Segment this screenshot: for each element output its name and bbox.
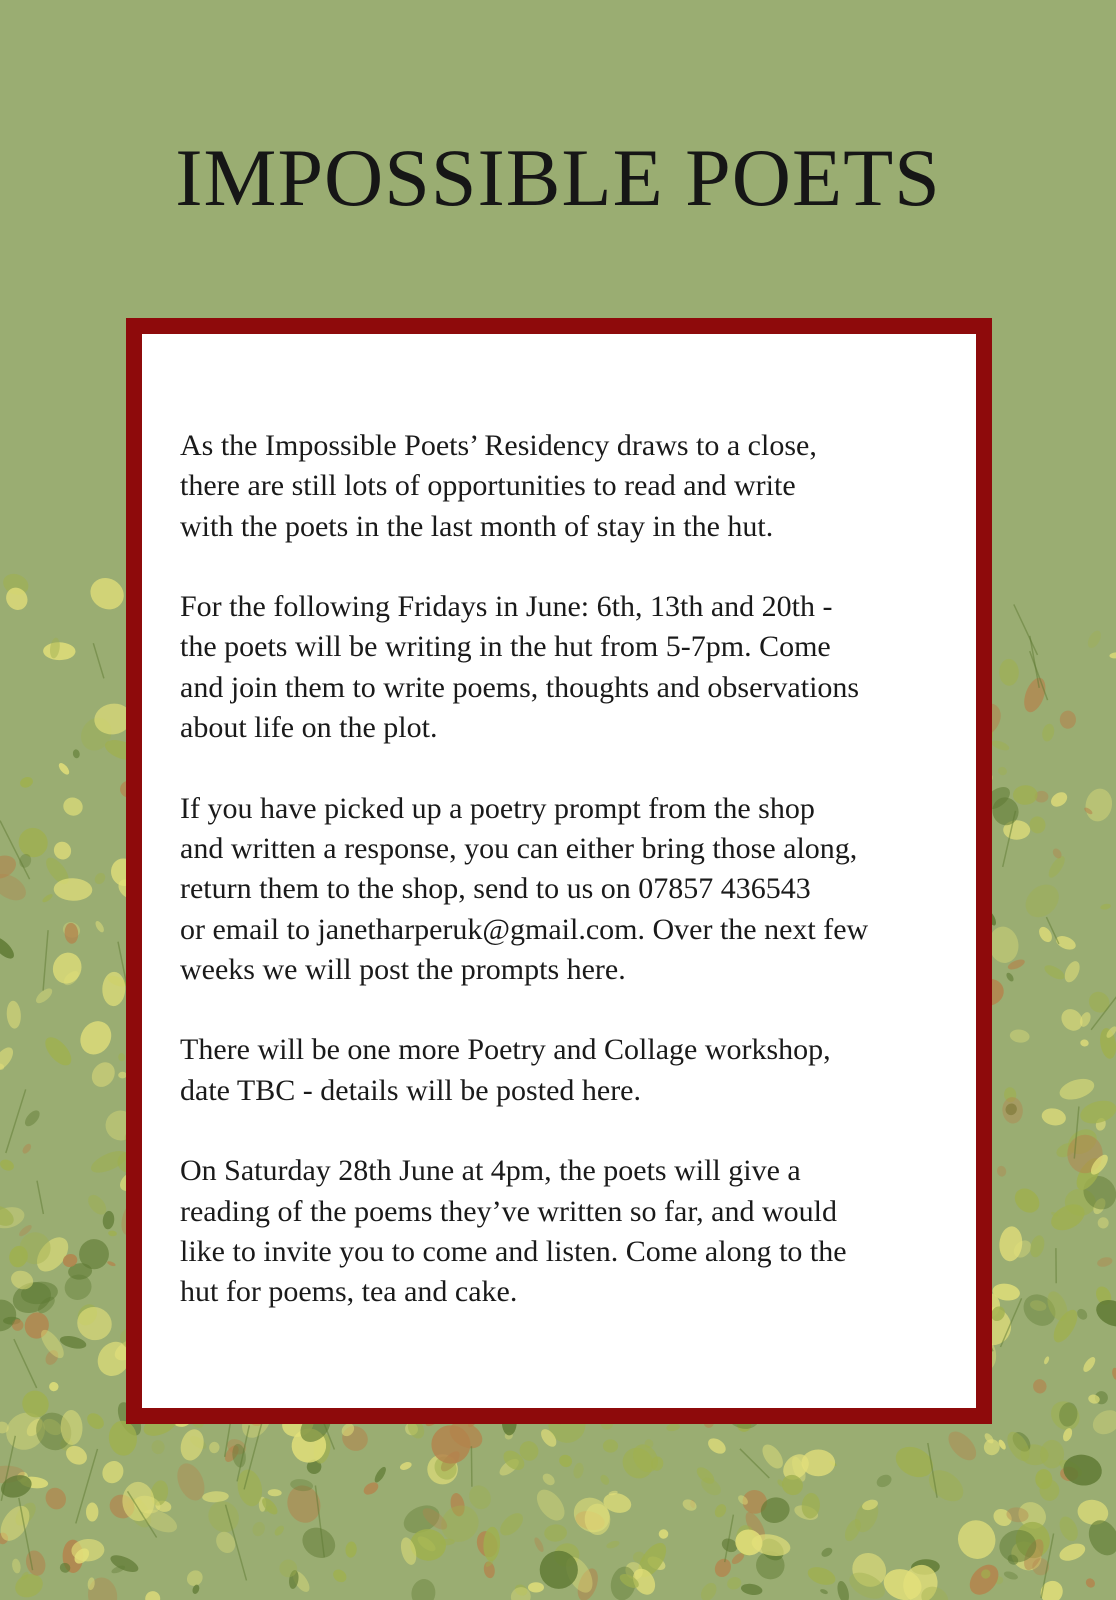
- foliage-leaf: [1081, 1355, 1098, 1374]
- foliage-leaf: [98, 1457, 127, 1487]
- foliage-leaf: [819, 1588, 828, 1595]
- paragraph-line: reading of the poems they’ve written so far, and would: [180, 1194, 837, 1228]
- foliage-leaf: [599, 1473, 611, 1486]
- foliage-leaf: [1060, 710, 1077, 728]
- foliage-leaf: [1041, 723, 1056, 743]
- text-panel-content: [180, 426, 960, 1353]
- foliage-leaf: [72, 749, 80, 759]
- foliage-leaf: [345, 1541, 358, 1558]
- paragraph-collage-workshop: [180, 1030, 960, 1111]
- paragraph-residency-intro: [180, 426, 960, 547]
- foliage-leaf: [59, 1334, 88, 1351]
- foliage-leaf: [1002, 1096, 1024, 1124]
- foliage-leaf: [952, 1514, 1002, 1565]
- foliage-leaf: [151, 1439, 166, 1454]
- foliage-leaf: [1013, 785, 1038, 805]
- paragraph-line: For the following Fridays in June: 6th, 13th and 20th -: [180, 590, 833, 624]
- foliage-leaf: [1005, 971, 1015, 982]
- foliage-leaf: [18, 775, 34, 789]
- foliage-leaf: [835, 1580, 851, 1600]
- foliage-leaf: [758, 1441, 787, 1472]
- paragraph-line: return them to the shop, send to us on 07857 436543: [180, 872, 811, 906]
- foliage-leaf: [94, 920, 106, 934]
- foliage-leaf: [605, 1539, 620, 1549]
- foliage-leaf: [1057, 1075, 1097, 1103]
- paragraph-line: or email to janetharperuk@gmail.com. Over the next few: [180, 912, 869, 946]
- foliage-leaf: [1056, 1514, 1081, 1544]
- foliage-leaf: [996, 1165, 1007, 1178]
- foliage-leaf: [531, 1485, 570, 1526]
- foliage-leaf: [0, 1158, 16, 1173]
- paragraph-line: about life on the plot.: [180, 711, 438, 745]
- foliage-leaf: [999, 659, 1019, 686]
- paragraph-line: If you have picked up a poetry prompt from the shop: [180, 791, 815, 825]
- foliage-leaf: [1019, 878, 1065, 924]
- foliage-leaf: [273, 1524, 286, 1537]
- foliage-leaf: [1009, 1028, 1030, 1043]
- foliage-leaf: [86, 1503, 98, 1522]
- text-panel-frame: [126, 318, 992, 1424]
- foliage-leaf: [1100, 903, 1112, 911]
- foliage-leaf: [21, 1142, 33, 1155]
- foliage-leaf: [990, 738, 1010, 752]
- paragraph-line: date TBC - details will be posted here.: [180, 1073, 642, 1107]
- foliage-leaf: [1096, 1256, 1113, 1269]
- foliage-leaf: [212, 1528, 239, 1556]
- foliage-stem: [471, 1446, 472, 1487]
- foliage-leaf: [297, 1522, 341, 1565]
- foliage-leaf: [544, 1524, 568, 1543]
- foliage-leaf: [361, 1480, 380, 1497]
- paragraph-friday-sessions: [180, 587, 960, 748]
- foliage-leaf: [1032, 1378, 1048, 1395]
- foliage-stem: [6, 1089, 26, 1153]
- paragraph-line: As the Impossible Poets’ Residency draws to a close,: [180, 429, 817, 462]
- foliage-leaf: [705, 1435, 728, 1457]
- foliage-leaf: [48, 1381, 59, 1392]
- foliage-leaf: [41, 893, 54, 904]
- foliage-leaf: [557, 1452, 575, 1469]
- foliage-leaf: [6, 1000, 22, 1029]
- paragraph-line: and written a response, you can either bring those along,: [180, 831, 858, 865]
- foliage-leaf: [603, 1439, 618, 1452]
- foliage-leaf: [1109, 652, 1116, 659]
- paragraph-line: like to invite you to come and listen. Come along to the: [180, 1234, 847, 1268]
- foliage-leaf: [108, 1230, 117, 1236]
- foliage-leaf: [61, 795, 86, 819]
- foliage-leaf: [144, 1590, 162, 1600]
- foliage-leaf: [681, 1497, 699, 1513]
- foliage-leaf: [1085, 988, 1114, 1017]
- foliage-leaf: [93, 871, 108, 886]
- foliage-leaf: [87, 1058, 119, 1092]
- foliage-leaf: [410, 1577, 438, 1600]
- foliage-leaf: [1085, 628, 1103, 650]
- foliage-leaf: [1098, 1217, 1109, 1228]
- paragraph-line: with the poets in the last month of stay in the hut.: [180, 509, 774, 543]
- foliage-stem: [43, 930, 48, 990]
- paragraph-line: the poets will be writing in the hut from 5-7pm. Come: [180, 630, 831, 664]
- foliage-stem: [93, 643, 104, 678]
- foliage-leaf: [740, 1582, 763, 1596]
- foliage-leaf: [805, 1564, 837, 1589]
- foliage-leaf: [875, 1472, 894, 1489]
- foliage-leaf: [42, 1484, 70, 1513]
- foliage-leaf: [22, 1108, 42, 1129]
- paragraph-line: On Saturday 28th June at 4pm, the poets will give a: [180, 1154, 801, 1188]
- foliage-leaf: [118, 1053, 126, 1062]
- foliage-leaf: [1048, 789, 1070, 809]
- poster-title: IMPOSSIBLE POETS: [175, 132, 941, 223]
- foliage-leaf: [1080, 1039, 1089, 1047]
- foliage-leaf: [997, 765, 1009, 777]
- foliage-leaf: [34, 986, 55, 1006]
- paragraph-saturday-reading: [180, 1151, 960, 1312]
- foliage-leaf: [1042, 962, 1067, 982]
- foliage-leaf: [712, 1556, 734, 1580]
- foliage-leaf: [712, 1502, 728, 1519]
- foliage-leaf: [496, 1509, 527, 1540]
- foliage-leaf: [659, 1529, 669, 1539]
- foliage-leaf: [1010, 1184, 1044, 1218]
- foliage-leaf: [698, 1580, 720, 1600]
- paragraph-line: hut for poems, tea and cake.: [180, 1275, 518, 1309]
- paragraph-line: and join them to write poems, thoughts and observations: [180, 670, 860, 704]
- foliage-leaf: [11, 1558, 22, 1574]
- foliage-leaf: [1028, 815, 1047, 835]
- foliage-leaf: [399, 1461, 413, 1472]
- foliage-leaf: [1084, 1576, 1097, 1589]
- foliage-leaf: [1083, 786, 1115, 824]
- foliage-leaf: [0, 934, 17, 963]
- foliage-leaf: [1078, 1097, 1116, 1128]
- foliage-leaf: [84, 1410, 107, 1432]
- foliage-leaf: [1043, 1356, 1050, 1365]
- foliage-leaf: [209, 1441, 221, 1453]
- foliage-leaf: [528, 1582, 544, 1592]
- foliage-leaf: [1088, 1405, 1116, 1439]
- foliage-leaf: [1040, 1106, 1067, 1127]
- foliage-leaf: [1028, 1234, 1047, 1259]
- foliage-leaf: [540, 1471, 556, 1487]
- paragraph-line: There will be one more Poetry and Collage workshop,: [180, 1033, 831, 1067]
- foliage-leaf: [820, 1546, 834, 1559]
- foliage-leaf: [572, 1462, 585, 1480]
- foliage-leaf: [85, 572, 130, 616]
- foliage-leaf: [250, 1520, 266, 1538]
- foliage-leaf: [1057, 1540, 1088, 1564]
- foliage-leaf: [74, 1015, 117, 1060]
- paragraph-line: there are still lots of opportunities to read and write: [180, 469, 796, 503]
- foliage-leaf: [373, 1465, 389, 1484]
- paragraph-line: weeks we will post the prompts here.: [180, 952, 626, 986]
- foliage-leaf: [102, 972, 126, 1007]
- foliage-leaf: [725, 1575, 743, 1591]
- foliage-leaf: [268, 1489, 282, 1497]
- foliage-leaf: [1062, 959, 1083, 985]
- foliage-leaf: [533, 1536, 546, 1553]
- foliage-leaf: [337, 1421, 372, 1456]
- paragraph-poetry-prompts: [180, 789, 960, 990]
- foliage-leaf: [1003, 1570, 1019, 1581]
- foliage-leaf: [177, 1427, 207, 1464]
- foliage-leaf: [1040, 1440, 1064, 1469]
- foliage-stem: [725, 1515, 734, 1563]
- foliage-leaf: [107, 1260, 117, 1267]
- foliage-leaf: [802, 1450, 836, 1477]
- foliage-leaf: [1111, 1367, 1116, 1380]
- foliage-leaf: [202, 1491, 229, 1503]
- foliage-stem: [1014, 604, 1038, 655]
- foliage-leaf: [57, 761, 71, 776]
- foliage-stem: [37, 1181, 43, 1214]
- foliage-leaf: [1061, 1452, 1104, 1488]
- foliage-stem: [14, 1339, 37, 1388]
- foliage-leaf: [331, 1567, 349, 1585]
- foliage-leaf: [943, 1426, 981, 1465]
- foliage-leaf: [41, 1033, 77, 1070]
